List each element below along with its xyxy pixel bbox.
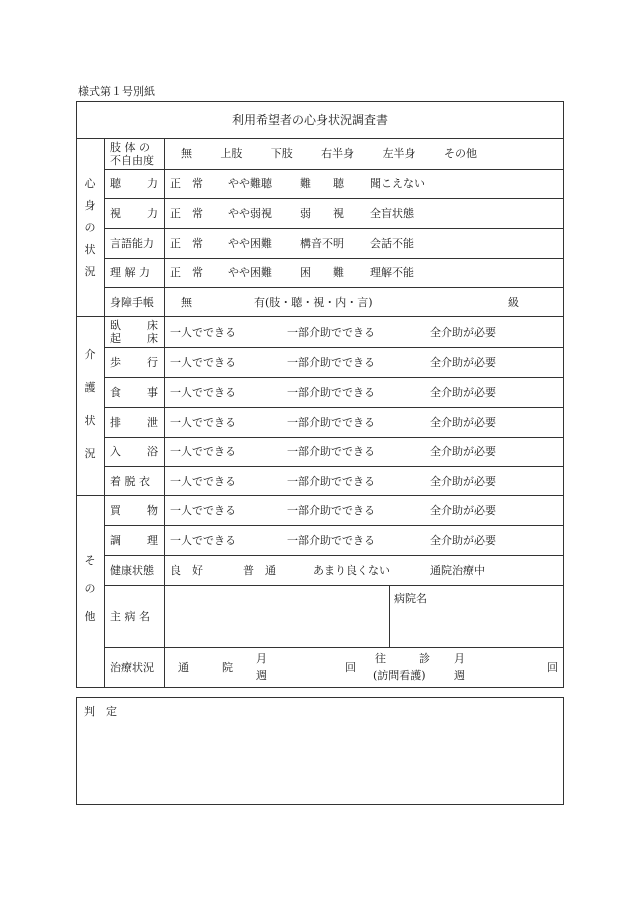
care-option: 一部介助でできる <box>287 416 375 429</box>
care-option: 一人でできる <box>170 504 236 517</box>
care-option: 全介助が必要 <box>430 356 496 369</box>
care-option: 全介助が必要 <box>430 445 496 458</box>
section-label-shinshin: 心 身 の 状 況 <box>84 177 96 278</box>
chouryoku-option: やや難聴 <box>228 177 272 190</box>
judgement-label: 判 定 <box>84 705 117 718</box>
oushin-month: 月 <box>454 652 465 665</box>
care-option: 全介助が必要 <box>430 326 496 339</box>
row-label-shokuji: 食 事 <box>110 386 158 399</box>
care-option: 全介助が必要 <box>430 416 496 429</box>
row-label-shiryoku: 視 力 <box>110 207 158 220</box>
gengo-option: 構音不明 <box>300 237 344 250</box>
row-label-kishou-1: 臥 床 <box>110 319 158 332</box>
section-label-kaigo: 介 護 状 況 <box>84 348 96 460</box>
kenkou-option: 通院治療中 <box>430 564 485 577</box>
kenkou-option: あまり良くない <box>313 564 390 577</box>
care-option: 一人でできる <box>170 386 236 399</box>
row-label-chouri: 調 理 <box>110 534 158 547</box>
oushin-label: 往 診 <box>375 652 430 665</box>
houmon-label: (訪問看護) <box>373 669 426 682</box>
care-option: 一部介助でできる <box>287 326 375 339</box>
care-option: 一部介助でできる <box>287 386 375 399</box>
care-option: 一人でできる <box>170 326 236 339</box>
gengo-option: 会話不能 <box>370 237 414 250</box>
oushin-times: 回 <box>547 661 558 674</box>
row-label-rikai: 理 解 力 <box>110 266 150 279</box>
gengo-option: 正 常 <box>170 237 203 250</box>
row-label-chiryou: 治療状況 <box>110 661 154 674</box>
care-option: 全介助が必要 <box>430 504 496 517</box>
care-option: 全介助が必要 <box>430 386 496 399</box>
care-option: 一人でできる <box>170 534 236 547</box>
byouin-label: 病院名 <box>394 592 427 605</box>
care-option: 一部介助でできる <box>287 445 375 458</box>
row-label-techo: 身障手帳 <box>110 296 154 309</box>
rikai-option: やや困難 <box>228 266 272 279</box>
row-label-gengo: 言語能力 <box>110 237 154 250</box>
care-option: 一人でできる <box>170 356 236 369</box>
oushin-week: 週 <box>454 669 465 682</box>
care-option: 一部介助でできる <box>287 534 375 547</box>
tsuin-times: 回 <box>345 661 356 674</box>
care-option: 全介助が必要 <box>430 534 496 547</box>
row-label-chakudatsu: 着 脱 衣 <box>110 475 150 488</box>
rikai-option: 正 常 <box>170 266 203 279</box>
kenkou-option: 普 通 <box>243 564 276 577</box>
care-option: 全介助が必要 <box>430 475 496 488</box>
row-label-shubyou: 主 病 名 <box>110 610 150 623</box>
rikai-option: 困 難 <box>300 266 344 279</box>
kenkou-option: 良 好 <box>170 564 203 577</box>
form-number-label: 様式第１号別紙 <box>78 85 155 98</box>
row-label-kishou-2: 起 床 <box>110 332 158 345</box>
care-option: 一部介助でできる <box>287 475 375 488</box>
shiryoku-option: 全盲状態 <box>370 207 414 220</box>
chouryoku-option: 聞こえない <box>370 177 425 190</box>
care-option: 一人でできる <box>170 445 236 458</box>
care-option: 一部介助でできる <box>287 356 375 369</box>
row-label-hokou: 歩 行 <box>110 356 158 369</box>
row-label-nyuyoku: 入 浴 <box>110 445 158 458</box>
row-label-kaimono: 買 物 <box>110 504 158 517</box>
techo-none: 無 <box>181 296 192 309</box>
tsuin-label: 通 院 <box>178 661 233 674</box>
care-option: 一人でできる <box>170 475 236 488</box>
chouryoku-option: 正 常 <box>170 177 203 190</box>
shiryoku-option: やや弱視 <box>228 207 272 220</box>
row-label-shitai-1: 肢 体 の <box>110 141 150 154</box>
care-option: 一部介助でできる <box>287 504 375 517</box>
techo-has: 有(肢・聴・視・内・言) <box>254 296 373 309</box>
row-label-haisetsu: 排 泄 <box>110 416 158 429</box>
row-label-shitai-2: 不自由度 <box>110 154 154 167</box>
row-label-chouryoku: 聴 力 <box>110 177 158 190</box>
gengo-option: やや困難 <box>228 237 272 250</box>
rikai-option: 理解不能 <box>370 266 414 279</box>
tsuin-month: 月 <box>256 652 267 665</box>
chouryoku-option: 難 聴 <box>300 177 344 190</box>
shiryoku-option: 正 常 <box>170 207 203 220</box>
shitai-options: 無 上肢 下肢 右半身 左半身 その他 <box>181 147 477 160</box>
form-title: 利用希望者の心身状況調査書 <box>232 113 389 127</box>
shiryoku-option: 弱 視 <box>300 207 344 220</box>
care-option: 一人でできる <box>170 416 236 429</box>
tsuin-week: 週 <box>256 669 267 682</box>
judgement-box <box>76 697 564 805</box>
section-label-sonota: そ の 他 <box>84 554 96 623</box>
techo-grade: 級 <box>508 296 519 309</box>
row-label-kenkou: 健康状態 <box>110 564 154 577</box>
